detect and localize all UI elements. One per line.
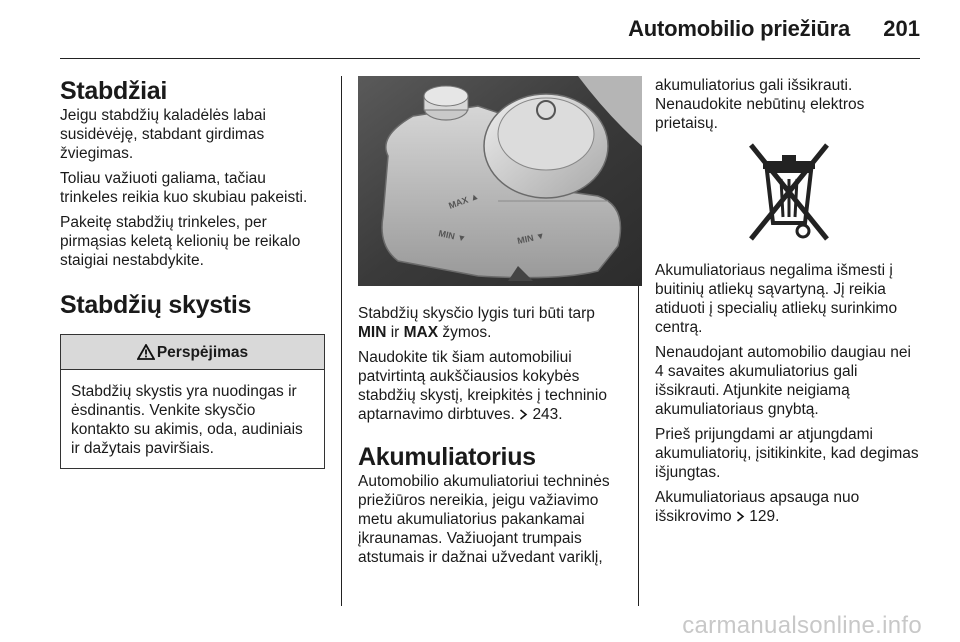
- fluid-level-text-a: Stabdžių skysčio lygis turi būti tarp: [358, 305, 595, 322]
- page-reference-129[interactable]: 129.: [749, 508, 780, 525]
- header-rule: [60, 58, 920, 59]
- watermark: carmanualsonline.info: [682, 612, 922, 639]
- fluid-level-text-b: ir: [386, 324, 404, 341]
- page-reference-icon: [736, 511, 745, 522]
- photo-label-min-left: MIN ▼: [437, 228, 467, 244]
- battery-protection-paragraph: [655, 488, 923, 526]
- crossed-out-bin-icon: [737, 139, 841, 249]
- fluid-quality-text: Naudokite tik šiam automobiliui patvirtintą aukščiausios kokybės stabdžių skystį, kreipkitės į techninio aptarnavimo dirbtuves.: [358, 349, 607, 423]
- warning-body: Stabdžių skystis yra nuodingas ir ėsdinantis. Venkite skysčio kontakto su akimis, oda, audiniais ir dažytais paviršiais.: [71, 383, 303, 457]
- max-mark: MAX: [403, 324, 439, 341]
- photo-label-min-right: MIN ▼: [516, 230, 546, 246]
- brakes-paragraph-2: Toliau važiuoti galiama, tačiau trinkeles reikia kuo skubiau pakeisti.: [60, 170, 308, 206]
- brakes-heading: Stabdžiai: [60, 77, 168, 105]
- battery-paragraph-continued: akumuliatorius gali išsikrauti. Nenaudokite nebūtinų elektros prietaisų.: [655, 77, 865, 132]
- column-divider-left: [341, 76, 342, 606]
- battery-disposal-paragraph: Akumuliatoriaus negalima išmesti į buitinių atliekų sąvartyną. Jį reikia atiduoti į specialių atliekų surinkimo centrą.: [655, 262, 898, 336]
- warning-title: Perspėjimas: [156, 343, 249, 361]
- brakes-paragraph-1: Jeigu stabdžių kaladėlės labai susidėvėję, stabdant girdimas žviegimas.: [60, 107, 266, 162]
- header-title: Automobilio priežiūra: [628, 16, 850, 41]
- right-column: [655, 76, 923, 532]
- fluid-level-text-c: žymos.: [438, 324, 492, 341]
- page-reference-243[interactable]: 243.: [532, 406, 563, 423]
- page-number: 201: [883, 16, 920, 41]
- middle-column: [358, 76, 626, 573]
- min-mark: MIN: [358, 324, 387, 341]
- page-reference-icon: [519, 409, 528, 420]
- battery-storage-paragraph: Nenaudojant automobilio daugiau nei 4 savaites akumuliatorius gali išsikrauti. Atjunkite neigiamą akumuliatoriaus gnybtą.: [655, 344, 911, 418]
- photo-label-max: MAX ▲: [447, 190, 481, 211]
- fluid-level-paragraph: [358, 304, 626, 342]
- battery-protection-text: Akumuliatoriaus apsauga nuo išsikrovimo: [655, 489, 860, 525]
- warning-box: [60, 334, 325, 469]
- battery-paragraph-1: Automobilio akumuliatoriui techninės priežiūros nereikia, jeigu važiavimo metu akumuliatorius pakankamai įkraunamas. Važiuojant trumpais atstumais ir dažnai užvedant variklį,: [358, 473, 610, 566]
- warning-header: [61, 335, 324, 370]
- left-column: [60, 76, 325, 469]
- fluid-quality-paragraph: [358, 348, 626, 424]
- battery-heading: Akumuliatorius: [358, 443, 536, 471]
- brake-fluid-heading: Stabdžių skystis: [60, 291, 252, 319]
- brake-fluid-reservoir-photo: [358, 76, 642, 286]
- battery-connection-paragraph: Prieš prijungdami ar atjungdami akumuliatorių, įsitikinkite, kad degimas išjungtas.: [655, 426, 919, 481]
- warning-triangle-icon: [137, 344, 155, 360]
- brakes-paragraph-3: Pakeitę stabdžių trinkeles, per pirmąsias keletą kelionių be reikalo staigiai nestabdykite.: [60, 214, 301, 269]
